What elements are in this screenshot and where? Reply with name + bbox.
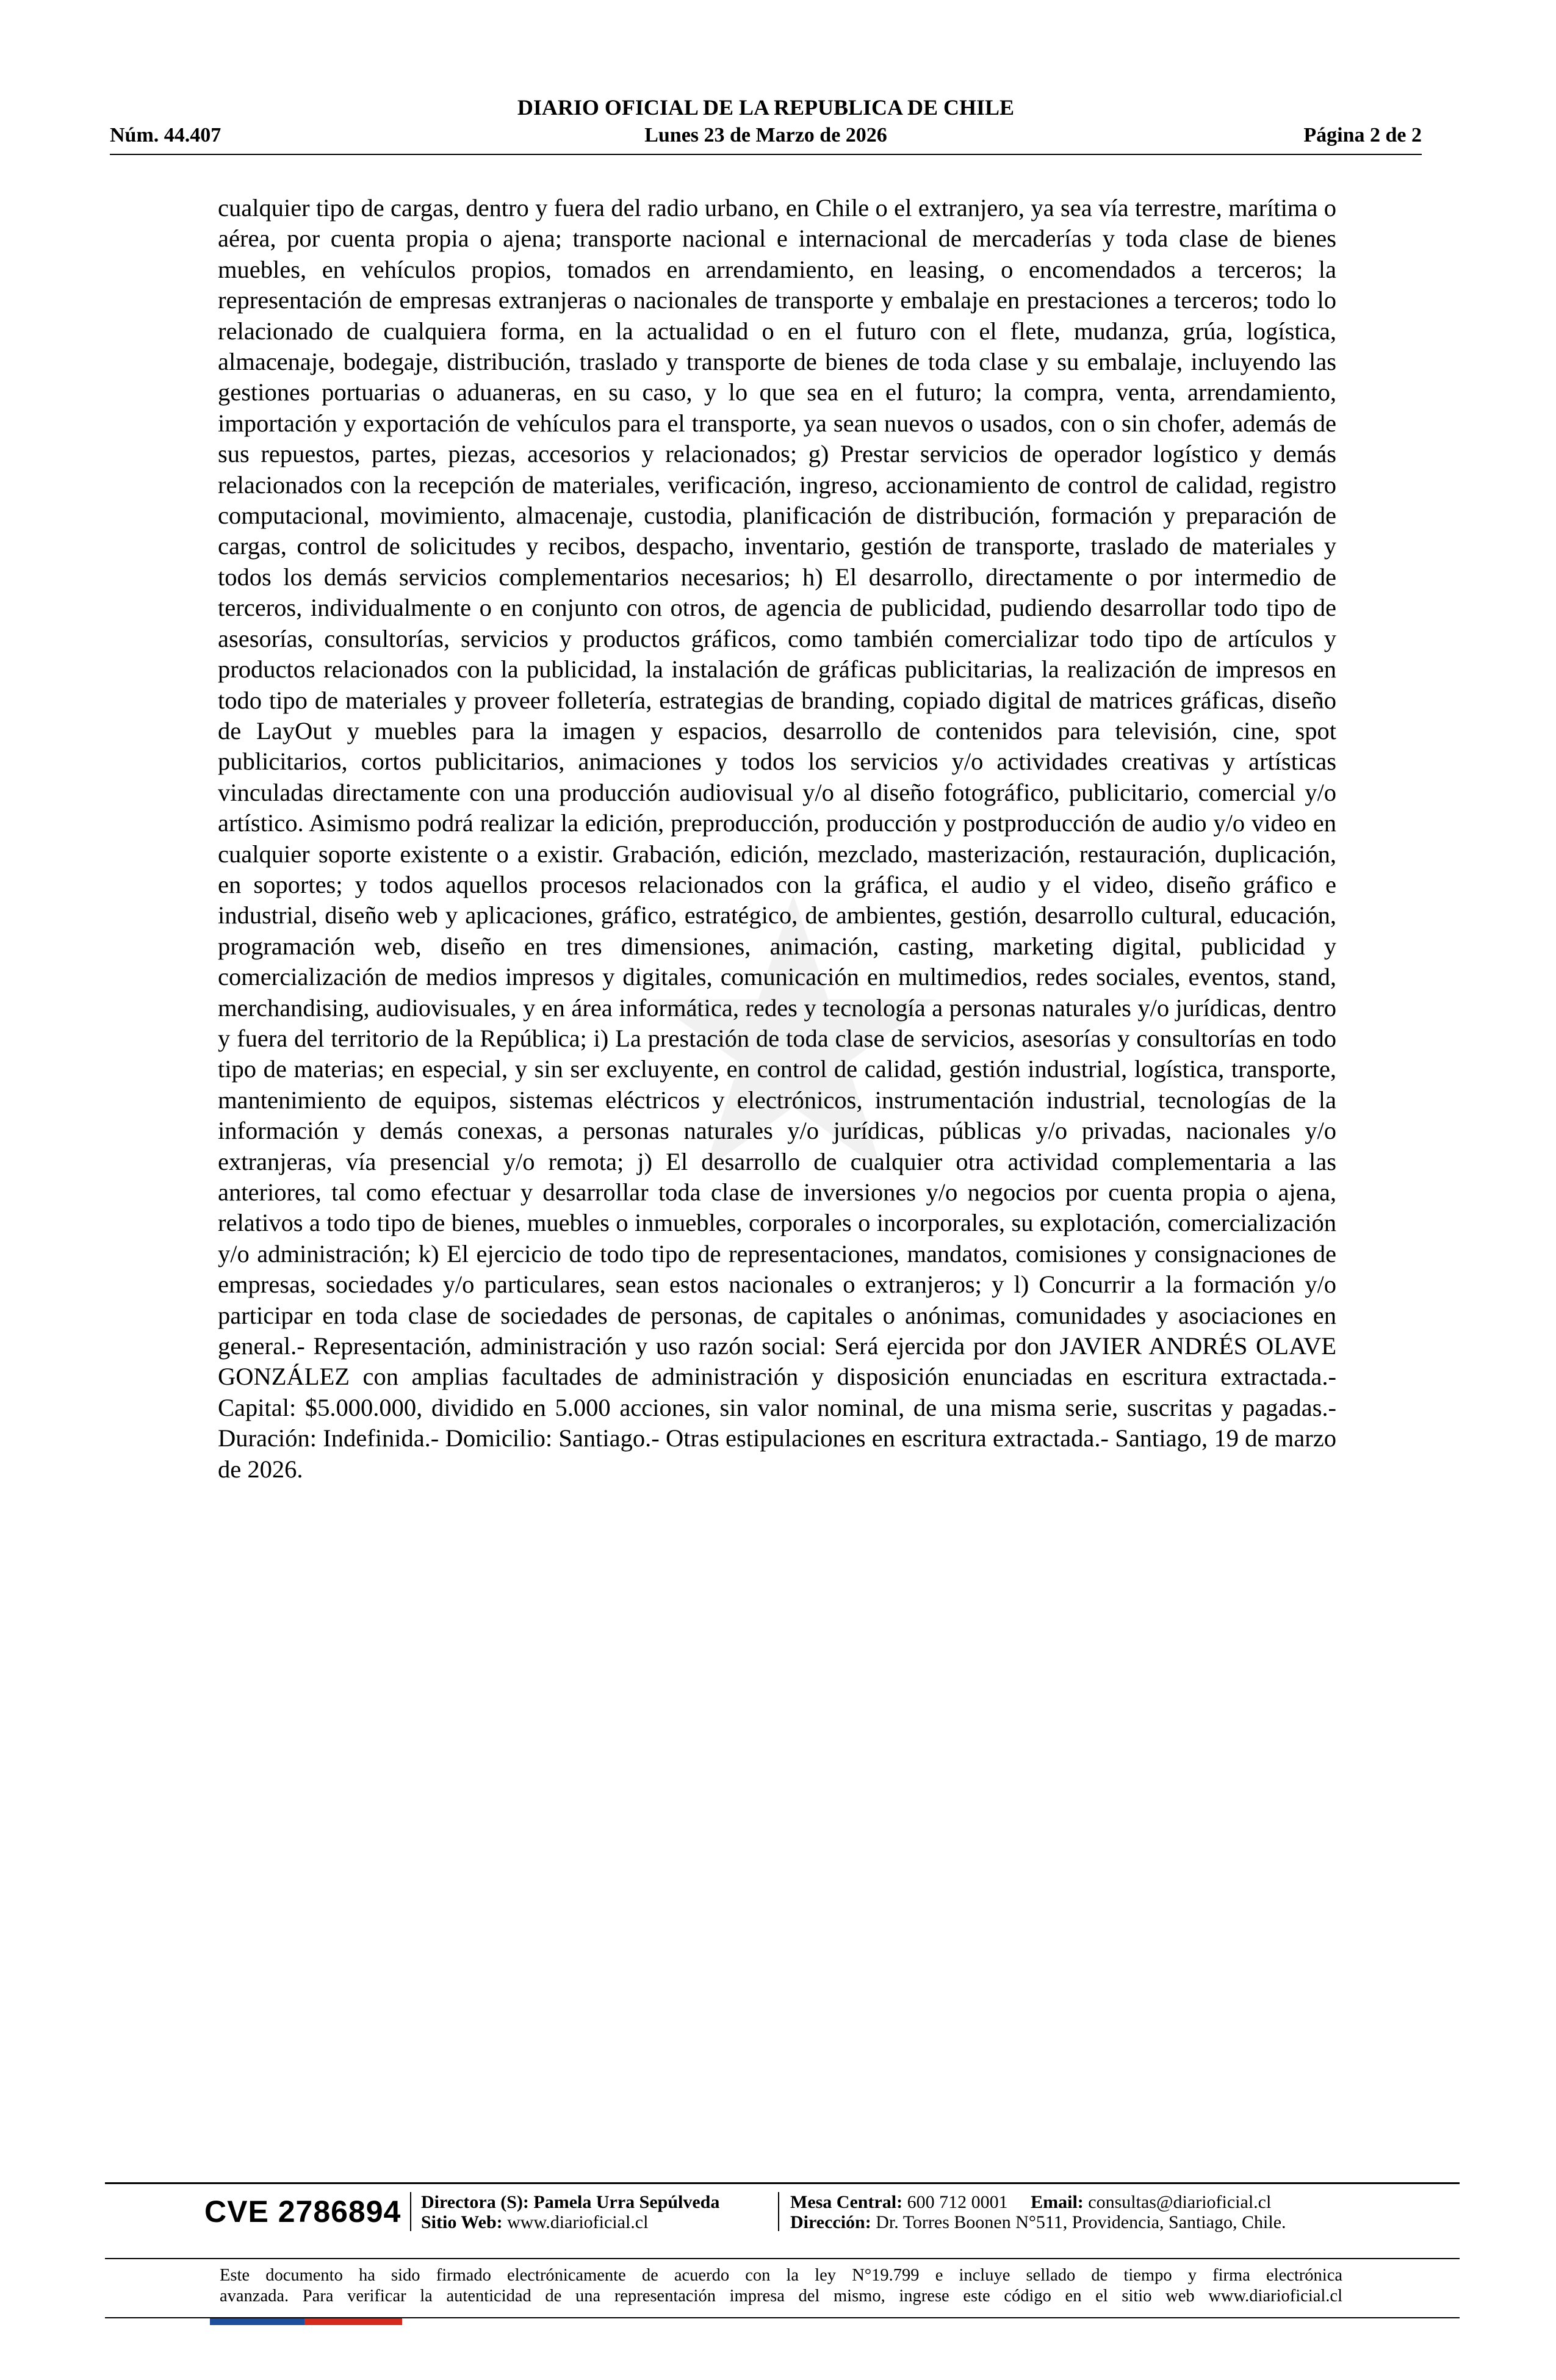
footer-middle-divider bbox=[105, 2258, 1460, 2259]
footer-separator bbox=[778, 2192, 779, 2231]
legal-line-2: avanzada. Para verificar la autenticidad de una representación impresa del mismo, ingrese este código en el sitio web www.diarioficial.cl bbox=[220, 2287, 1342, 2306]
cve-code: CVE 2786894 bbox=[204, 2194, 402, 2229]
page-header bbox=[110, 92, 1422, 153]
legal-line-1: Este documento ha sido firmado electrónicamente de acuerdo con la ley N°19.799 e incluye sellado de tiempo y firma electrónica bbox=[220, 2266, 1342, 2285]
phone-number: 600 712 0001 bbox=[907, 2192, 1008, 2212]
footer-separator bbox=[410, 2192, 411, 2231]
address-label: Dirección: bbox=[790, 2212, 871, 2232]
electronic-signature-notice bbox=[220, 2265, 1342, 2307]
director-label: Directora (S): bbox=[421, 2192, 529, 2212]
footer-contact-right bbox=[790, 2192, 1286, 2232]
publication-title: DIARIO OFICIAL DE LA REPUBLICA DE CHILE bbox=[517, 95, 1015, 120]
flag-red-segment bbox=[304, 2318, 402, 2325]
footer-contact-left bbox=[421, 2192, 719, 2232]
page-indicator: Página 2 de 2 bbox=[1303, 124, 1422, 146]
header-divider bbox=[110, 154, 1422, 155]
email-link[interactable]: consultas@diarioficial.cl bbox=[1088, 2192, 1272, 2212]
email-label: Email: bbox=[1031, 2192, 1084, 2212]
director-name: Pamela Urra Sepúlveda bbox=[533, 2192, 720, 2212]
phone-label: Mesa Central: bbox=[790, 2192, 903, 2212]
address-value: Dr. Torres Boonen N°511, Providencia, Santiago, Chile. bbox=[876, 2212, 1286, 2232]
chile-flag-stripe bbox=[210, 2318, 402, 2325]
issue-number: Núm. 44.407 bbox=[110, 124, 222, 146]
document-body: cualquier tipo de cargas, dentro y fuera del radio urbano, en Chile o el extranjero, ya sea vía terrestre, marítima o aérea, por cuenta propia o ajena; transporte nacional e internacional de mercaderías y toda clase de bienes muebles, en vehículos propios, tomados en arrendamiento, en leasing, o encomendados a terceros; la representación de empresas extranjeras o nacionales de transporte y embalaje en prestaciones a terceros; todo lo relacionado de cualquiera forma, en la actualidad o en el futuro con el flete, mudanza, grúa, logística, almacenaje, bodegaje, distribución, traslado y transporte de bienes de toda clase y su embalaje, incluyendo las gestiones portuarias o aduaneras, en su caso, y lo que sea en el futuro; la compra, venta, arrendamiento, importación y exportación de vehículos para el transporte, ya sean nuevos o usados, con o sin chofer, además de sus repuestos, partes, piezas, accesorios y relacionados; g) Prestar servicios de operador logístico y demás relacionados con la recepción de materiales, verificación, ingreso, accionamiento de control de calidad, registro computacional, movimiento, almacenaje, custodia, planificación de distribución, formación y preparación de cargas, control de solicitudes y recibos, despacho, inventario, gestión de transporte, traslado de materiales y todos los demás servicios complementarios necesarios; h) El desarrollo, directamente o por intermedio de terceros, individualmente o en conjunto con otros, de agencia de publicidad, pudiendo desarrollar todo tipo de asesorías, consultorías, servicios y productos gráficos, como también comercializar todo tipo de artículos y productos relacionados con la publicidad, la instalación de gráficas publicitarias, la realización de impresos en todo tipo de materiales y proveer folletería, estrategias de branding, copiado digital de matrices gráficas, diseño de LayOut y muebles para la imagen y espacios, desarrollo de contenidos para televisión, cine, spot publicitarios, cortos publicitarios, animaciones y todos los servicios y/o actividades creativas y artísticas vinculadas directamente con una producción audiovisual y/o al diseño fotográfico, publicitario, comercial y/o artístico. Asimismo podrá realizar la edición, preproducción, producción y postproducción de audio y/o video en cualquier soporte existente o a existir. Grabación, edición, mezclado, masterización, restauración, duplicación, en soportes; y todos aquellos procesos relacionados con la gráfica, el audio y el video, diseño gráfico e industrial, diseño web y aplicaciones, gráfico, estratégico, de ambientes, gestión, desarrollo cultural, educación, programación web, diseño en tres dimensiones, animación, casting, marketing digital, publicidad y comercialización de medios impresos y digitales, comunicación en multimedios, redes sociales, eventos, stand, merchandising, audiovisuales, y en área informática, redes y tecnología a personas naturales y/o jurídicas, dentro y fuera del territorio de la República; i) La prestación de toda clase de servicios, asesorías y consultorías en todo tipo de materias; en especial, y sin ser excluyente, en control de calidad, gestión industrial, logística, transporte, mantenimiento de equipos, sistemas eléctricos y electrónicos, instrumentación industrial, tecnologías de la información y demás conexas, a personas naturales y/o jurídicas, públicas y/o privadas, nacionales y/o extranjeras, vía presencial y/o remota; j) El desarrollo de cualquier otra actividad complementaria a las anteriores, tal como efectuar y desarrollar toda clase de inversiones y/o negocios por cuenta propia o ajena, relativos a todo tipo de bienes, muebles o inmuebles, corporales o incorporales, su explotación, comercialización y/o administración; k) El ejercicio de todo tipo de representaciones, mandatos, comisiones y consignaciones de empresas, sociedades y/o particulares, sean estos nacionales o extranjeros; y l) Concurrir a la formación y/o participar en toda clase de sociedades de personas, de capitales o anónimas, comunidades y asociaciones en general.- Representación, administración y uso razón social: Será ejercida por don JAVIER ANDRÉS OLAVE GONZÁLEZ con amplias facultades de administración y disposición enunciadas en escritura extractada.- Capital: $5.000.000, dividido en 5.000 acciones, sin valor nominal, de una misma serie, suscritas y pagadas.- Duración: Indefinida.- Domicilio: Santiago.- Otras estipulaciones en escritura extractada.- Santiago, 19 de marzo de 2026. bbox=[218, 194, 1336, 1483]
website-link[interactable]: www.diarioficial.cl bbox=[507, 2212, 649, 2232]
footer-top-divider bbox=[105, 2182, 1460, 2184]
issue-date: Lunes 23 de Marzo de 2026 bbox=[644, 124, 887, 146]
flag-blue-segment bbox=[210, 2318, 304, 2325]
website-label: Sitio Web: bbox=[421, 2212, 503, 2232]
